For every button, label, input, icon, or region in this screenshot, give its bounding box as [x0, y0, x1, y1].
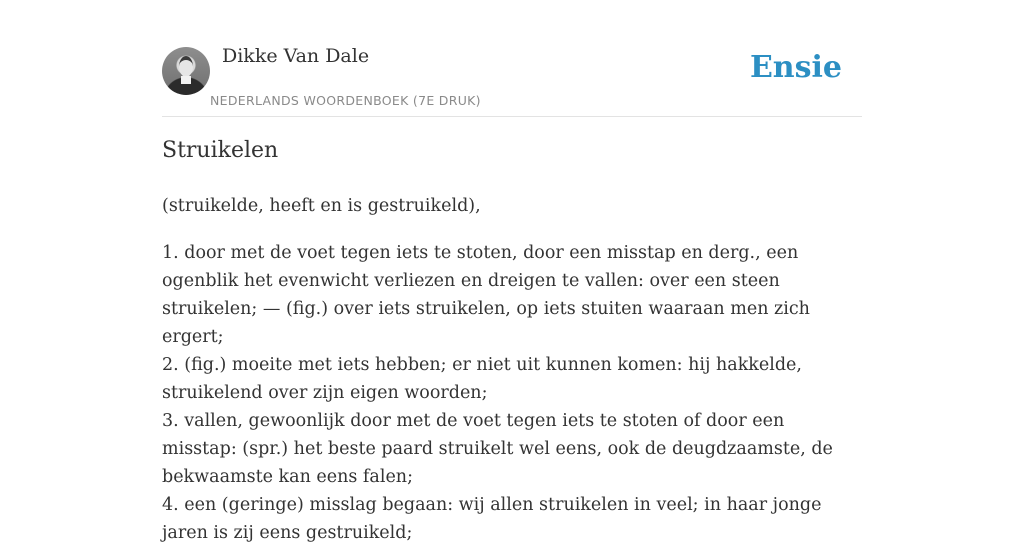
source-label[interactable]: NEDERLANDS WOORDENBOEK (7E DRUK): [210, 93, 481, 108]
definition-item: 2. (fig.) moeite met iets hebben; er niet uit kunnen komen: hij hakkelde, struikelend over zijn eigen woorden;: [162, 355, 802, 403]
avatar-collar: [181, 76, 191, 84]
avatar-face: [179, 56, 193, 77]
ensie-logo[interactable]: Ensie: [749, 50, 842, 85]
definition-item: 3. vallen, gewoonlijk door met de voet tegen iets te stoten of door een misstap: (spr.) het beste paard struikelt wel eens, ook de deugdzaamste, de bekwaamste kan eens falen;: [162, 411, 833, 487]
entry-term: Struikelen: [162, 138, 279, 163]
entry-header: [162, 0, 862, 117]
author-name[interactable]: Dikke Van Dale: [222, 45, 370, 67]
definition-list: [162, 239, 862, 547]
content-container: [162, 0, 862, 543]
definition-item: 4. een (geringe) misslag begaan: wij allen struikelen in veel; in haar jonge jaren is zij eens gestruikeld;: [162, 495, 822, 543]
definition-item: 1. door met de voet tegen iets te stoten, door een misstap en derg., een ogenblik het evenwicht verliezen en dreigen te vallen: over een steen struikelen; — (fig.) over iets struikelen, op iets stuiten waaraan men zich ergert;: [162, 243, 810, 347]
entry-conjugation: (struikelde, heeft en is gestruikeld),: [162, 196, 481, 216]
author-avatar[interactable]: [162, 47, 210, 95]
